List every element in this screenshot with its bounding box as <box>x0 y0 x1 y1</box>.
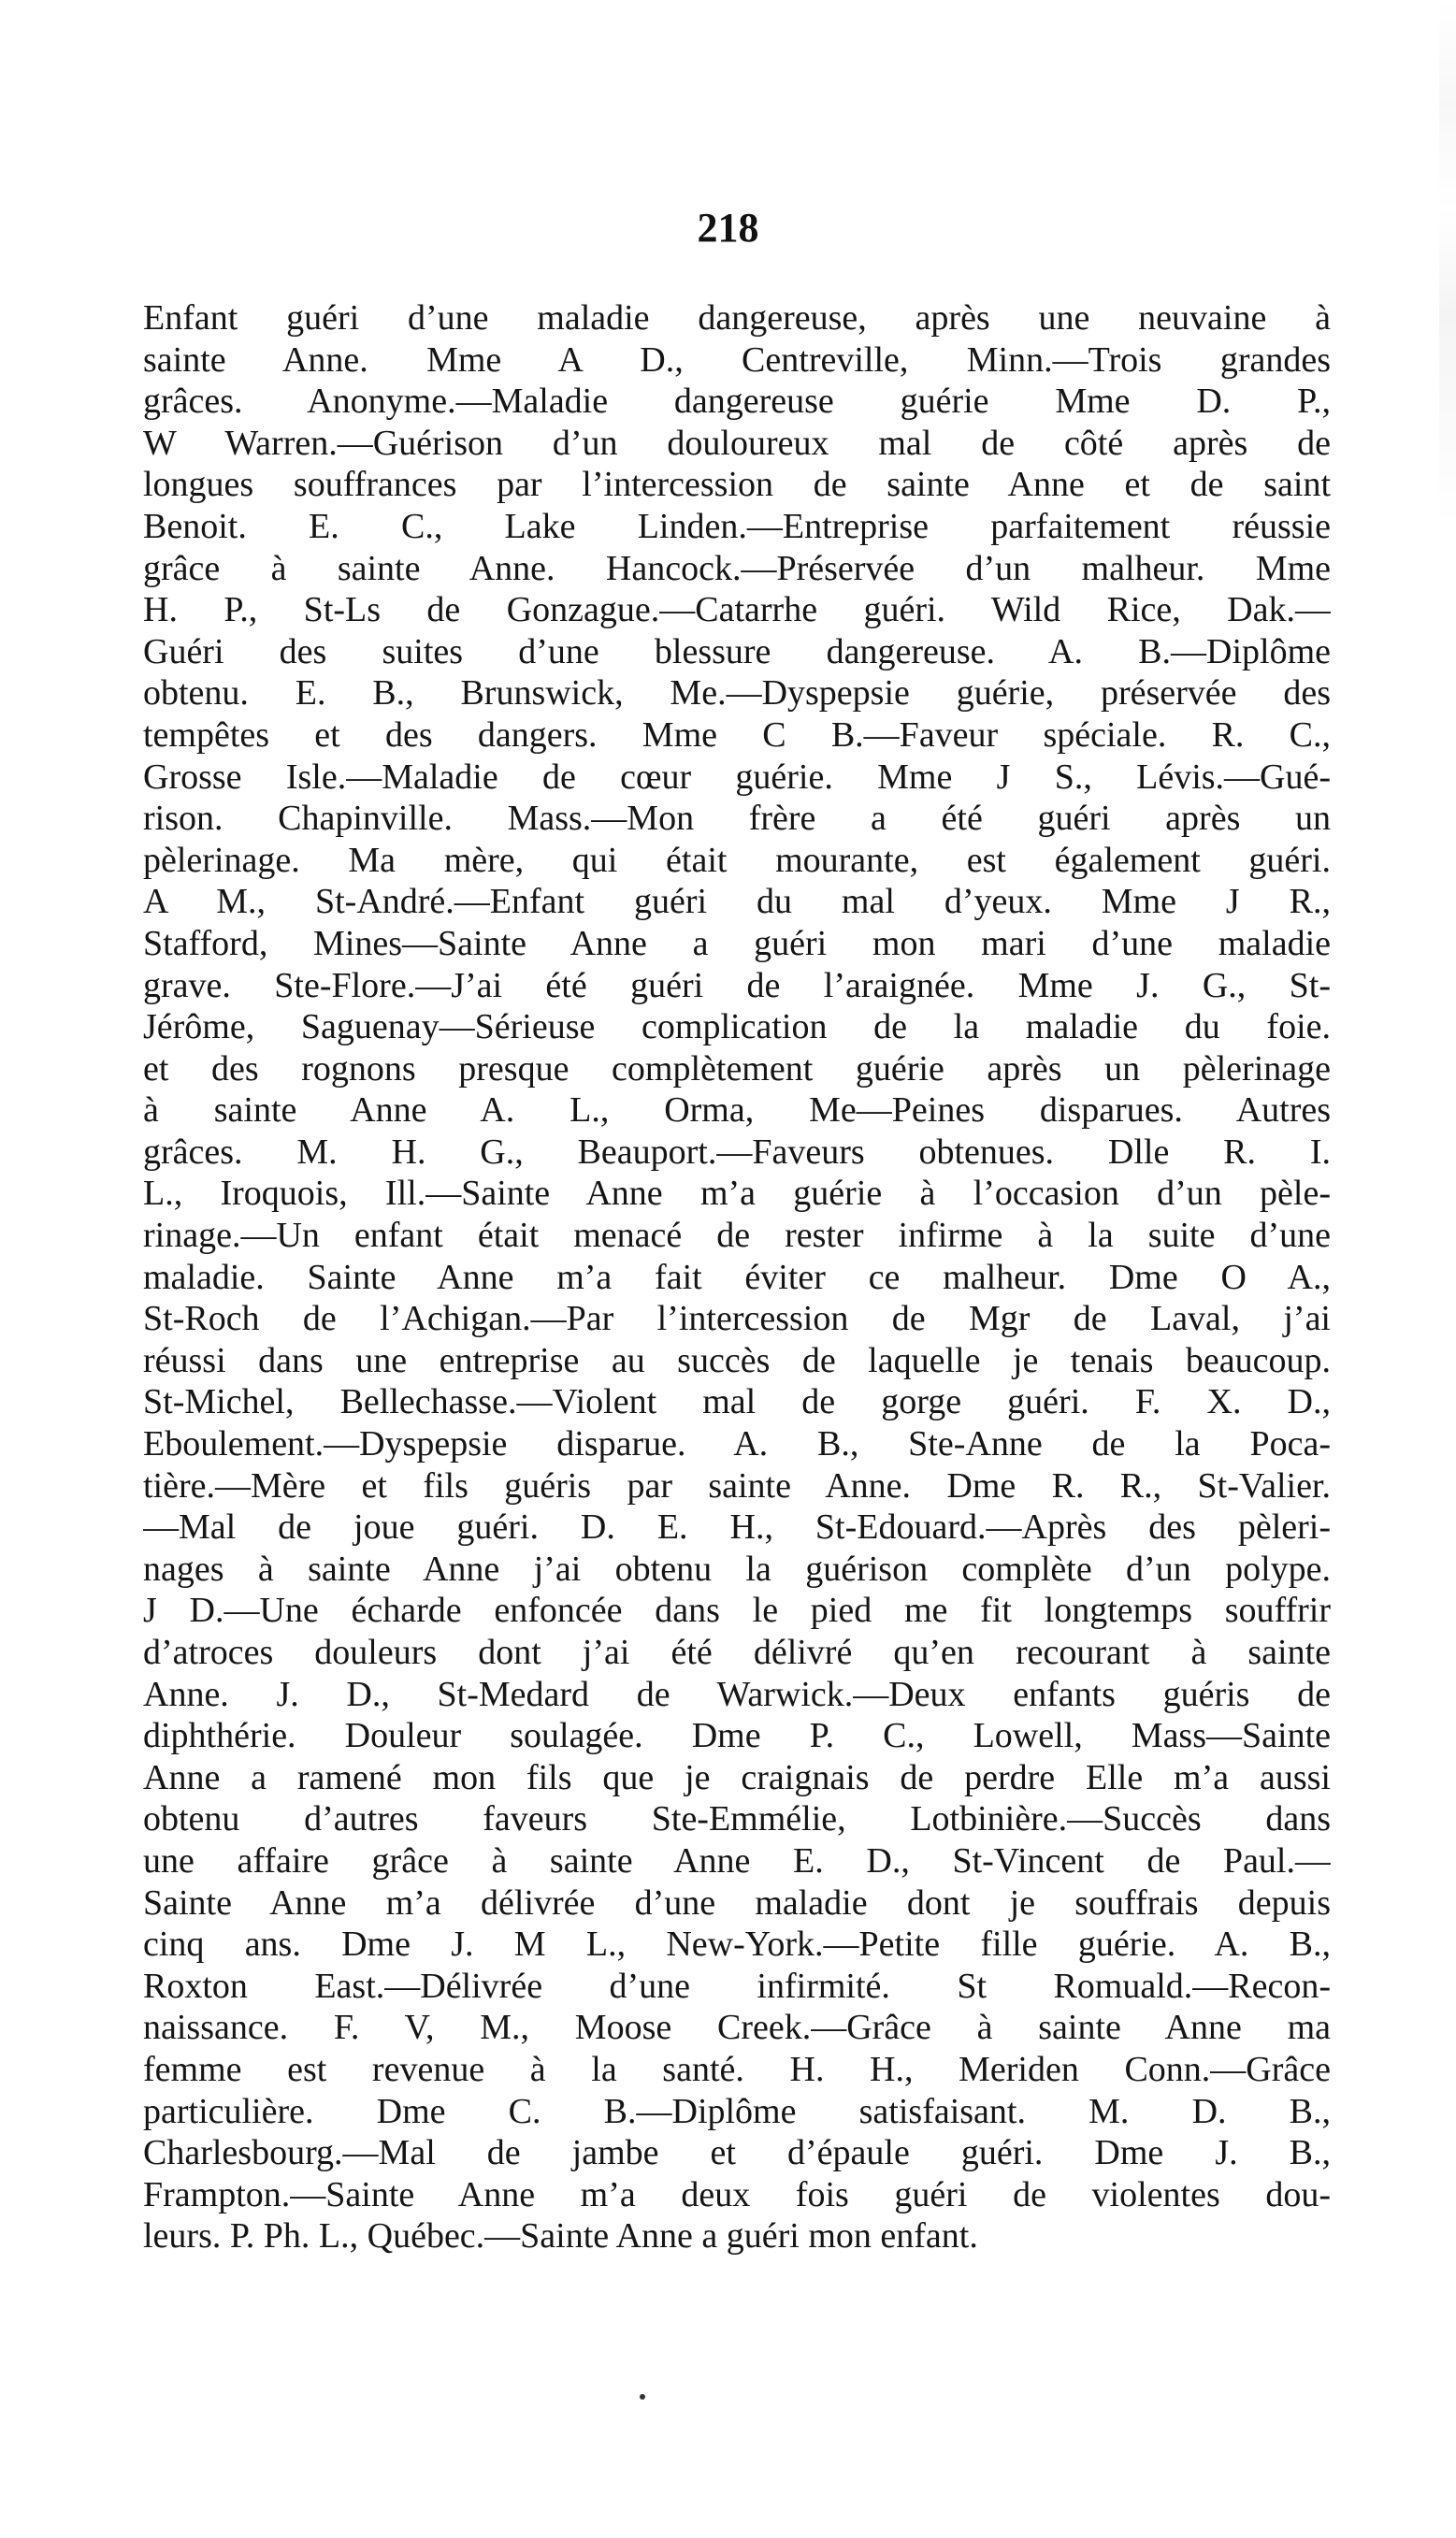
text-line: Roxton East.—Délivrée d’une infirmité. St Romuald.—Recon- <box>143 1966 1331 2006</box>
text-line: W Warren.—Guérison d’un douloureux mal de côté après de <box>143 423 1331 463</box>
text-line: St-Roch de l’Achigan.—Par l’intercession de Mgr de Laval, j’ai <box>143 1299 1331 1339</box>
page-number: 218 <box>697 205 759 251</box>
text-line: rison. Chapinville. Mass.—Mon frère a été guéri après un <box>143 799 1331 839</box>
text-line: H. P., St-Ls de Gonzague.—Catarrhe guéri. Wild Rice, Dak.— <box>143 590 1331 630</box>
text-line: tière.—Mère et fils guéris par sainte Anne. Dme R. R., St-Valier. <box>143 1465 1331 1506</box>
text-line: femme est revenue à la santé. H. H., Meriden Conn.—Grâce <box>143 2049 1331 2089</box>
text-line: obtenu d’autres faveurs Ste-Emmélie, Lotbinière.—Succès dans <box>143 1799 1331 1839</box>
text-line: d’atroces douleurs dont j’ai été délivré qu’en recourant à sainte <box>143 1633 1331 1672</box>
text-line: nages à sainte Anne j’ai obtenu la guérison complète d’un polype. <box>143 1549 1331 1589</box>
text-line: Guéri des suites d’une blessure dangereuse. A. B.—Diplôme <box>143 631 1331 671</box>
text-line: réussi dans une entreprise au succès de laquelle je tenais beaucoup. <box>143 1340 1331 1380</box>
text-line: cinq ans. Dme J. M L., New-York.—Petite fille guérie. A. B., <box>143 1925 1331 1965</box>
text-line: A M., St-André.—Enfant guéri du mal d’yeux. Mme J R., <box>143 882 1331 922</box>
text-line: grave. Ste-Flore.—J’ai été guéri de l’araignée. Mme J. G., St- <box>143 965 1331 1005</box>
text-line: leurs. P. Ph. L., Québec.—Sainte Anne a guéri mon enfant. <box>143 2216 978 2257</box>
text-line: Anne a ramené mon fils que je craignais de perdre Elle m’a aussi <box>143 1757 1331 1797</box>
text-line: St-Michel, Bellechasse.—Violent mal de gorge guéri. F. X. D., <box>143 1382 1331 1422</box>
text-line: longues souffrances par l’intercession de sainte Anne et de saint <box>143 465 1331 505</box>
text-line: et des rognons presque complètement guérie après un pèlerinage <box>143 1048 1331 1089</box>
text-line: Enfant guéri d’une maladie dangereuse, après une neuvaine à <box>143 298 1331 338</box>
page-edge-specks <box>1439 0 1456 524</box>
text-line: L., Iroquois, Ill.—Sainte Anne m’a guérie à l’occasion d’un pèle- <box>143 1174 1331 1214</box>
text-line: grâces. M. H. G., Beauport.—Faveurs obtenues. Dlle R. I. <box>143 1132 1331 1172</box>
text-line: particulière. Dme C. B.—Diplôme satisfaisant. M. D. B., <box>143 2091 1331 2131</box>
footer-dot <box>640 2394 645 2400</box>
body-text <box>143 297 1331 2257</box>
text-line: rinage.—Un enfant était menacé de rester infirme à la suite d’une <box>143 1216 1331 1256</box>
text-line: sainte Anne. Mme A D., Centreville, Minn.—Trois grandes <box>143 339 1331 380</box>
text-line: Stafford, Mines—Sainte Anne a guéri mon mari d’une maladie <box>143 923 1331 963</box>
text-line: naissance. F. V, M., Moose Creek.—Grâce à sainte Anne ma <box>143 2008 1331 2048</box>
text-line: Anne. J. D., St-Medard de Warwick.—Deux enfants guéris de <box>143 1674 1331 1714</box>
text-line: obtenu. E. B., Brunswick, Me.—Dyspepsie guérie, préservée des <box>143 673 1331 714</box>
text-line: grâce à sainte Anne. Hancock.—Préservée d’un malheur. Mme <box>143 548 1331 588</box>
text-line: diphthérie. Douleur soulagée. Dme P. C., Lowell, Mass—Sainte <box>143 1716 1331 1756</box>
text-line: Grosse Isle.—Maladie de cœur guérie. Mme J S., Lévis.—Gué- <box>143 757 1331 797</box>
text-line: tempêtes et des dangers. Mme C B.—Faveur spéciale. R. C., <box>143 714 1331 755</box>
text-line: Jérôme, Saguenay—Sérieuse complication de la maladie du foie. <box>143 1007 1331 1047</box>
text-line: maladie. Sainte Anne m’a fait éviter ce malheur. Dme O A., <box>143 1257 1331 1297</box>
text-line: Benoit. E. C., Lake Linden.—Entreprise parfaitement réussie <box>143 506 1331 546</box>
text-line: à sainte Anne A. L., Orma, Me—Peines disparues. Autres <box>143 1090 1331 1131</box>
text-line: —Mal de joue guéri. D. E. H., St-Edouard.—Après des pèleri- <box>143 1507 1331 1548</box>
text-line: Eboulement.—Dyspepsie disparue. A. B., Ste-Anne de la Poca- <box>143 1424 1331 1464</box>
text-line: une affaire grâce à sainte Anne E. D., St-Vincent de Paul.— <box>143 1840 1331 1881</box>
text-line: Charlesbourg.—Mal de jambe et d’épaule guéri. Dme J. B., <box>143 2133 1331 2173</box>
text-line: Frampton.—Sainte Anne m’a deux fois guéri de violentes dou- <box>143 2174 1331 2214</box>
text-line: Sainte Anne m’a délivrée d’une maladie dont je souffrais depuis <box>143 1882 1331 1923</box>
text-line: grâces. Anonyme.—Maladie dangereuse guérie Mme D. P., <box>143 382 1331 422</box>
text-line: J D.—Une écharde enfoncée dans le pied me fit longtemps souffrir <box>143 1591 1331 1631</box>
text-line: pèlerinage. Ma mère, qui était mourante, est également guéri. <box>143 840 1331 880</box>
